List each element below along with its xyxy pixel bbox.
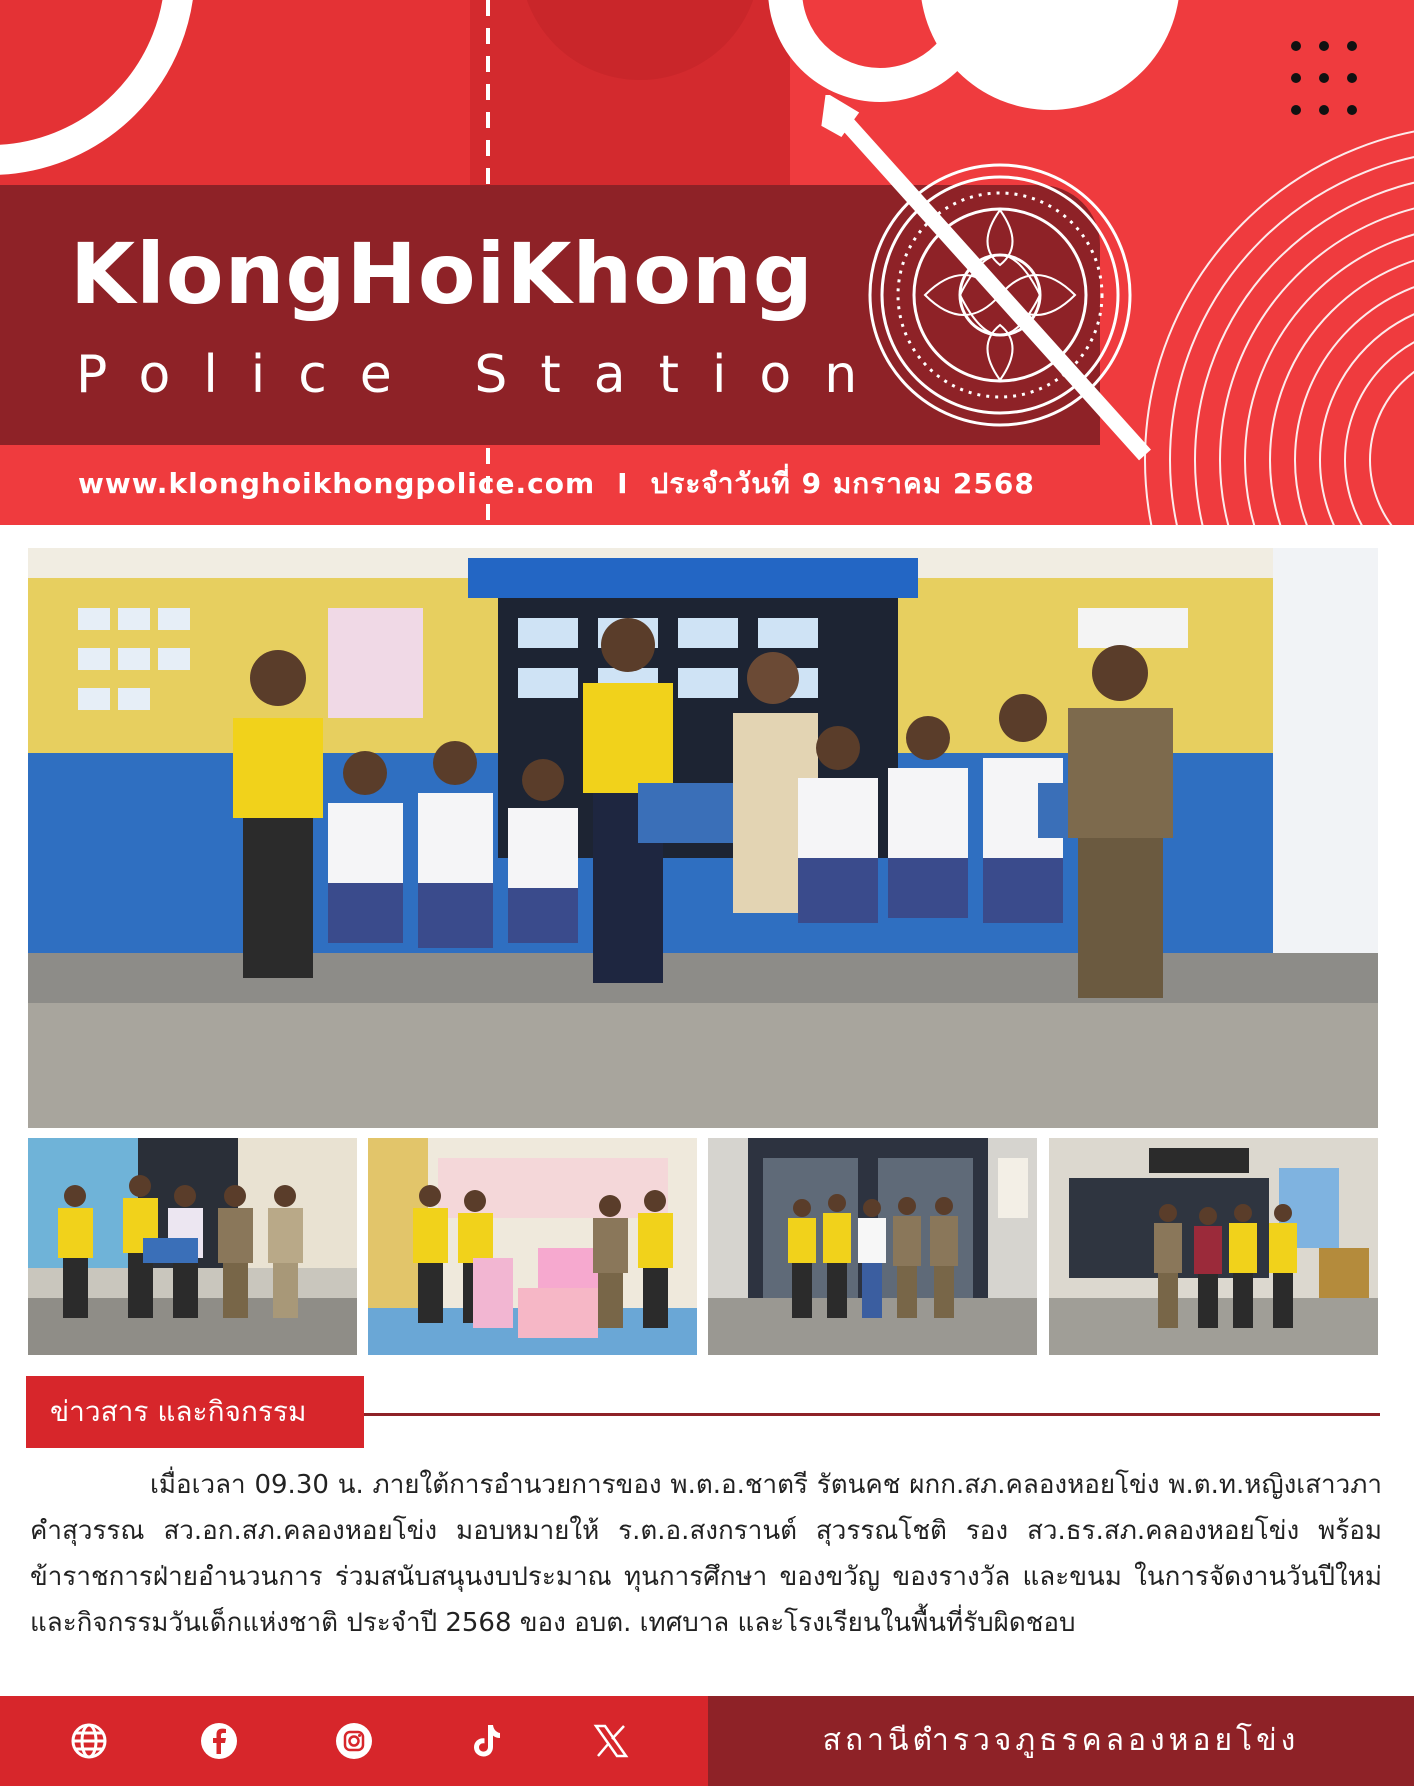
donation-photo-1-image: [28, 1138, 357, 1355]
x-icon[interactable]: [588, 1718, 634, 1764]
thumbnail-photo-3[interactable]: [708, 1138, 1037, 1355]
section-divider: [364, 1413, 1380, 1416]
thumbnail-photo-4[interactable]: [1049, 1138, 1378, 1355]
thumbnail-photo-2[interactable]: [368, 1138, 697, 1355]
group-photo-image: [28, 548, 1378, 1128]
donation-photo-3-image: [708, 1138, 1037, 1355]
website-link[interactable]: www.klonghoikhongpolice.com: [78, 467, 596, 500]
photo-gallery: [0, 548, 1414, 1358]
header-banner: [0, 0, 1414, 525]
info-separator: I: [617, 467, 629, 500]
station-name-bar: [708, 1696, 1414, 1786]
donation-photo-4-image: [1049, 1138, 1378, 1355]
instagram-icon[interactable]: [331, 1718, 377, 1764]
social-bar: [0, 1696, 708, 1786]
police-emblem-icon: [815, 95, 1175, 470]
main-photo[interactable]: [28, 548, 1378, 1128]
footer: [0, 1696, 1414, 1786]
station-name: สถานีตำรวจภูธรคลองหอยโข่ง: [822, 1723, 1300, 1758]
article-paragraph: เมื่อเวลา 09.30 น. ภายใต้การอำนวยการของ พ.ต.อ.ชาตรี รัตนคช ผกก.สภ.คลองหอยโข่ง พ.ต.ท.หญิงเสาวภา คำสุวรรณ สว.อก.สภ.คลองหอยโข่ง มอบหมายให้ ร.ต.อ.สงกรานต์ สุวรรณโชติ รอง สว.ธร.สภ.คลองหอยโข่ง พร้อมข้าราชการฝ่ายอำนวนการ ร่วมสนับสนุนงบประมาณ ทุนการศึกษา ของขวัญ ของรางวัล และขนม ในการจัดงานวันปีใหม่และกิจกรรมวันเด็กแห่งชาติ ประจำปี 2568 ของ อบต. เทศบาล และโรงเรียนในพื้นที่รับผิดชอบ: [30, 1470, 1382, 1638]
donation-photo-2-image: [368, 1138, 697, 1355]
globe-icon[interactable]: [66, 1718, 112, 1764]
tiktok-icon[interactable]: [463, 1718, 509, 1764]
article-body: [30, 1462, 1382, 1646]
page-title: KlongHoiKhong: [70, 225, 814, 323]
thumbnail-photo-1[interactable]: [28, 1138, 357, 1355]
dot-grid-decoration: [1290, 38, 1380, 118]
page-subtitle: Police Station: [76, 345, 891, 405]
issue-date: ประจำวันที่ 9 มกราคม 2568: [650, 467, 1035, 500]
facebook-icon[interactable]: [196, 1718, 242, 1764]
section-title-tab: ข่าวสาร และกิจกรรม: [26, 1376, 364, 1448]
